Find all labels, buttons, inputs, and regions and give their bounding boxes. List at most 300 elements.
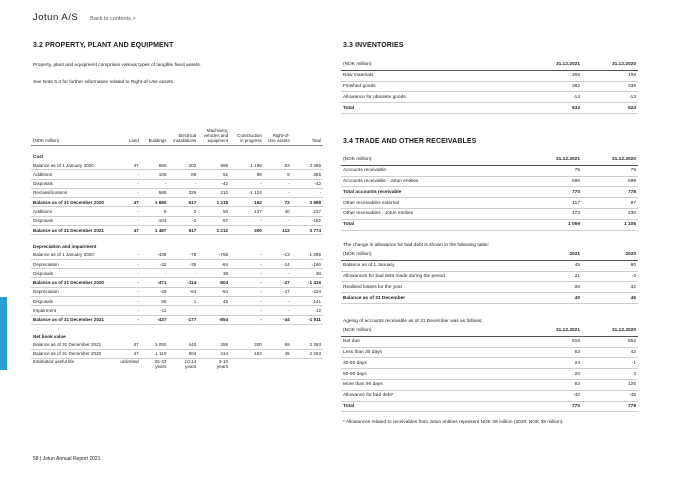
row-value: - <box>264 179 292 188</box>
row-value: 382 <box>526 81 582 92</box>
table-header-row <box>341 250 638 260</box>
row-value: 47 <box>118 198 140 207</box>
row-value: -32 <box>141 259 169 268</box>
row-value: 53 <box>526 347 582 358</box>
column-header: Right-of- Use assets <box>264 128 292 145</box>
row-value: - <box>264 216 292 225</box>
table-row <box>31 269 323 278</box>
row-value: -35 <box>168 259 198 268</box>
row-value: 778 <box>582 401 638 412</box>
column-header: Construction in progress <box>230 128 264 145</box>
row-value: 137 <box>230 207 264 216</box>
row-value: -3 <box>582 271 638 282</box>
row-label: Balance as of 31 December 2021 <box>31 225 118 234</box>
row-value: 237 <box>292 207 323 216</box>
row-value: 9 <box>141 207 169 216</box>
row-value: 1 580 <box>141 198 169 207</box>
row-value: 25-33 years <box>154 358 167 370</box>
row-label: Accounts receivable - Jotun entities <box>341 176 526 187</box>
row-label: 30-60 days <box>341 358 526 369</box>
row-value: -162 <box>292 216 323 225</box>
row-value: 173 <box>526 208 582 219</box>
row-value: 699 <box>582 176 638 187</box>
row-value: 47 <box>118 340 140 349</box>
row-value: 1 110 <box>141 349 169 358</box>
row-value: 45 <box>526 260 582 271</box>
table-row <box>341 271 638 282</box>
table-row <box>341 165 638 176</box>
row-label: Balance as of 1 January 2020 <box>31 161 118 170</box>
row-label: Balance as of 1 January <box>341 260 526 271</box>
row-label: Not due <box>341 336 526 347</box>
row-value: - <box>264 269 292 278</box>
row-value: - <box>230 179 264 188</box>
row-value: - <box>168 269 198 278</box>
row-value: -1 416 <box>292 278 323 287</box>
row-value: -14 <box>264 259 292 268</box>
table-row <box>341 369 638 380</box>
row-value: 300 <box>230 340 264 349</box>
row-value: 3-10 years <box>216 358 229 370</box>
table-header-row <box>341 155 638 165</box>
row-label: Reclassifications <box>31 188 118 197</box>
row-value: 3 774 <box>292 225 323 234</box>
row-value: 885 <box>141 161 169 170</box>
row-value: 617 <box>168 198 198 207</box>
row-value: -42 <box>198 179 230 188</box>
ppe-note-1: Property, plant and equipment comprises various types of tangible fixed assets. <box>33 63 202 68</box>
column-header: (NOK million) <box>341 250 526 260</box>
column-header: Total <box>292 128 323 145</box>
row-value: - <box>118 269 140 278</box>
row-label: Less than 30 days <box>341 347 526 358</box>
row-value: -57 <box>198 216 230 225</box>
row-value: - <box>230 259 264 268</box>
row-label: Allowances for bad debt made during the period <box>341 271 526 282</box>
row-value: -44 <box>264 315 292 324</box>
column-header: (NOK million) <box>341 155 526 165</box>
row-value: 633 <box>526 103 582 114</box>
row-value <box>230 358 264 369</box>
row-value: 80 <box>582 260 638 271</box>
row-label: Balance as of 31 December <box>341 293 526 304</box>
row-value: 695 <box>526 176 582 187</box>
table-row <box>31 145 323 161</box>
table-row <box>31 251 323 260</box>
table-row <box>341 81 638 92</box>
row-value: 617 <box>168 225 198 234</box>
row-label: Realised losses for the year <box>341 282 526 293</box>
row-value: 63 <box>264 161 292 170</box>
row-value: - <box>230 306 264 315</box>
table-row <box>31 179 323 188</box>
row-label: Finished goods <box>341 81 526 92</box>
row-label: Disposals <box>31 216 118 225</box>
row-value: 652 <box>582 336 638 347</box>
row-value: - <box>118 306 140 315</box>
table-row <box>341 401 638 412</box>
row-value: 162 <box>230 198 264 207</box>
row-label: Total <box>341 219 526 230</box>
table-row <box>341 282 638 293</box>
row-value: 89 <box>168 170 198 179</box>
row-label: Total <box>341 103 526 114</box>
row-value: - <box>230 216 264 225</box>
column-header: 31.12.2020 <box>582 60 638 70</box>
column-header: Machinery, vehicles and equipment <box>198 128 230 145</box>
back-to-contents-link[interactable]: Back to contents > <box>90 16 136 22</box>
row-value: -42 <box>292 179 323 188</box>
row-label: Disposals <box>31 179 118 188</box>
row-value: 1 199 <box>230 161 264 170</box>
row-value: -64 <box>168 287 198 296</box>
page-header <box>33 12 136 23</box>
row-label: Accounts receivable <box>341 165 526 176</box>
column-header: Land <box>118 128 140 145</box>
row-label: Balance as of 31 December 2020 <box>31 278 118 287</box>
table-row <box>31 278 323 287</box>
row-value: 69 <box>264 340 292 349</box>
row-label: Total accounts receivable <box>341 187 526 198</box>
row-value: -49 <box>141 287 169 296</box>
row-value: -758 <box>198 251 230 260</box>
table-row <box>31 235 323 251</box>
row-value: 355 <box>292 170 323 179</box>
ppe-table <box>31 128 323 369</box>
row-value: - <box>168 179 198 188</box>
row-value: 326 <box>168 188 198 197</box>
page-footer: 58 | Jotun Annual Report 2021 <box>33 456 101 462</box>
row-value: -13 <box>582 92 638 103</box>
column-header: 31.12.2021 <box>526 155 582 165</box>
row-value: 51 <box>198 170 230 179</box>
row-value: 38 <box>292 269 323 278</box>
table-row <box>31 287 323 296</box>
row-value: 1 487 <box>141 225 169 234</box>
row-value: -1 124 <box>230 188 264 197</box>
row-value: - <box>264 297 292 306</box>
row-value: 3 <box>582 369 638 380</box>
receivables-table <box>341 155 638 231</box>
row-value: 95 <box>141 297 169 306</box>
table-row <box>341 390 638 401</box>
receivables-footnote: * Allowances related to receivables from Jotun entities represent NOK 39 million (2020: NOK 39 million). <box>343 420 564 425</box>
row-label: Balance as of 31 December 2021 <box>31 340 118 349</box>
row-label: Estimated useful life <box>33 358 75 364</box>
row-label: Depreciation <box>31 259 118 268</box>
row-value: - <box>264 188 292 197</box>
row-value: 3 385 <box>292 161 323 170</box>
row-value: -2 <box>168 216 198 225</box>
row-value: - <box>141 269 169 278</box>
row-value: - <box>118 278 140 287</box>
column-header: 31.12.2020 <box>582 155 638 165</box>
column-header: (NOK million) <box>341 60 526 70</box>
table-row <box>31 161 323 170</box>
row-value: 198 <box>582 70 638 81</box>
row-value: 97 <box>582 198 638 209</box>
row-value: - <box>264 306 292 315</box>
row-value: 202 <box>168 161 198 170</box>
row-label: Raw materials <box>341 70 526 81</box>
sidebar-tab <box>0 297 7 370</box>
row-value: - <box>118 188 140 197</box>
row-label: Depreciation <box>31 287 118 296</box>
ageing-note: Ageing of accounts receivable as of 31 December was as follows: <box>343 319 483 324</box>
row-value: 588 <box>141 188 169 197</box>
table-header-row <box>31 128 323 145</box>
row-value: 3 698 <box>292 198 323 207</box>
row-value: - <box>118 287 140 296</box>
row-value: -84 <box>198 259 230 268</box>
table-row <box>341 219 638 230</box>
allowance-table <box>341 250 638 304</box>
row-value: 1 218 <box>198 198 230 207</box>
row-label: Balance as of 31 December 2020 <box>31 198 118 207</box>
row-value: 339 <box>582 81 638 92</box>
row-value: - <box>168 306 198 315</box>
table-row <box>341 176 638 187</box>
row-value: 10-14 years <box>184 358 197 370</box>
row-value: -26 <box>526 282 582 293</box>
row-value: 504 <box>168 349 198 358</box>
row-value: -13 <box>264 251 292 260</box>
column-header: (NOK million) <box>31 128 118 145</box>
row-label: Allowance for obsolete goods <box>341 92 526 103</box>
row-value: - <box>198 306 230 315</box>
table-row <box>341 347 638 358</box>
row-value: 1 212 <box>198 225 230 234</box>
row-label: Additions <box>31 170 118 179</box>
row-label: Other receivables - Jotun entities <box>341 208 526 219</box>
row-label: Disposals <box>31 297 118 306</box>
row-label: Impairment <box>31 306 118 315</box>
row-value: - <box>230 278 264 287</box>
row-value: - <box>141 179 169 188</box>
row-value: 2 <box>168 207 198 216</box>
row-value: -32 <box>582 282 638 293</box>
row-value: 21 <box>526 271 582 282</box>
row-label: Balance as of 31 December 2020 <box>31 349 118 358</box>
ppe-title: 3.2 PROPERTY, PLANT AND EQUIPMENT <box>33 42 174 49</box>
row-value: -804 <box>198 278 230 287</box>
row-value: - <box>118 259 140 268</box>
section-heading: Net book value <box>33 333 66 339</box>
row-value: -1 511 <box>292 315 323 324</box>
column-header: 31.12.2020 <box>582 326 638 336</box>
row-value: 440 <box>168 340 198 349</box>
row-value: 414 <box>198 349 230 358</box>
table-row <box>31 225 323 234</box>
inventories-title: 3.3 INVENTORIES <box>343 42 404 49</box>
row-label: Total <box>341 401 526 412</box>
row-value: -471 <box>141 278 169 287</box>
row-value: -114 <box>168 278 198 287</box>
table-header-row <box>341 60 638 70</box>
row-value: 2 283 <box>292 349 323 358</box>
logo: Jotun A/S <box>33 12 79 23</box>
row-value: -854 <box>198 315 230 324</box>
row-label: More than 90 days <box>341 379 526 390</box>
row-value: 24 <box>526 358 582 369</box>
column-header: 31.12.2021 <box>526 326 582 336</box>
row-value: - <box>118 315 140 324</box>
column-header: 2021 <box>526 250 582 260</box>
table-row <box>341 103 638 114</box>
row-value: - <box>230 287 264 296</box>
row-value: 265 <box>526 70 582 81</box>
table-row <box>31 188 323 197</box>
table-row <box>341 358 638 369</box>
row-value: -437 <box>141 315 169 324</box>
row-value: -166 <box>292 259 323 268</box>
row-value: 47 <box>118 349 140 358</box>
table-row <box>31 170 323 179</box>
row-value <box>264 358 292 369</box>
row-value: - <box>230 269 264 278</box>
row-value: 524 <box>582 103 638 114</box>
row-value: unlimited <box>120 358 139 364</box>
table-row <box>31 324 323 340</box>
row-value: 1 050 <box>141 340 169 349</box>
table-row <box>31 207 323 216</box>
table-row <box>341 208 638 219</box>
row-value: -1 288 <box>292 251 323 260</box>
row-value: 112 <box>264 225 292 234</box>
row-value: 1 105 <box>582 219 638 230</box>
row-value: - <box>118 297 140 306</box>
row-value: 618 <box>526 336 582 347</box>
row-value: -14 <box>526 92 582 103</box>
row-value: - <box>230 297 264 306</box>
row-value: 108 <box>141 170 169 179</box>
row-value <box>292 358 323 369</box>
row-value: 770 <box>526 187 582 198</box>
row-value: -224 <box>292 287 323 296</box>
section-heading: Cost <box>33 154 44 160</box>
row-value: - <box>118 170 140 179</box>
row-value: - <box>230 315 264 324</box>
row-value: -94 <box>198 287 230 296</box>
row-value: 230 <box>582 208 638 219</box>
table-row <box>31 198 323 207</box>
row-value: - <box>118 207 140 216</box>
column-header: Electrical installations <box>168 128 198 145</box>
row-value: 93 <box>526 379 582 390</box>
row-value: 358 <box>198 340 230 349</box>
table-row <box>341 379 638 390</box>
ageing-table <box>341 326 638 412</box>
table-row <box>31 259 323 268</box>
row-value: 72 <box>264 198 292 207</box>
table-row <box>31 349 323 358</box>
row-value: -45 <box>582 390 638 401</box>
row-value: 40 <box>526 293 582 304</box>
table-row <box>31 216 323 225</box>
row-value: 9 <box>264 170 292 179</box>
row-value: 778 <box>582 187 638 198</box>
row-value: 141 <box>292 297 323 306</box>
table-row <box>31 306 323 315</box>
row-value: - <box>118 216 140 225</box>
table-row <box>341 336 638 347</box>
row-label: Additions <box>31 207 118 216</box>
table-row <box>31 297 323 306</box>
row-value: 210 <box>198 188 230 197</box>
row-value: -177 <box>168 315 198 324</box>
row-value: 79 <box>582 165 638 176</box>
table-row <box>341 187 638 198</box>
table-row <box>341 260 638 271</box>
column-header: 31.12.2021 <box>526 60 582 70</box>
row-value: 163 <box>230 349 264 358</box>
column-header: 2020 <box>582 250 638 260</box>
row-value: 47 <box>118 225 140 234</box>
row-label: Allowance for bad debt* <box>341 390 526 401</box>
row-value: 45 <box>264 349 292 358</box>
row-value: -11 <box>141 306 169 315</box>
row-value: 300 <box>230 225 264 234</box>
row-value: - <box>292 188 323 197</box>
table-row <box>341 92 638 103</box>
row-value: -438 <box>141 251 169 260</box>
table-row <box>341 70 638 81</box>
row-value: -12 <box>292 306 323 315</box>
row-label: Balance as of 1 January 2020 <box>31 251 118 260</box>
row-value: -1 <box>582 358 638 369</box>
row-label: Other receivables external <box>341 198 526 209</box>
row-label: Disposals <box>31 269 118 278</box>
row-value: 42 <box>582 347 638 358</box>
row-value: 45 <box>198 297 230 306</box>
row-value: - <box>230 251 264 260</box>
row-value: - <box>118 251 140 260</box>
row-value: 45 <box>582 293 638 304</box>
row-value: 770 <box>526 401 582 412</box>
row-value: 999 <box>198 161 230 170</box>
row-value: 38 <box>198 269 230 278</box>
row-value: -27 <box>264 278 292 287</box>
row-value: 117 <box>526 198 582 209</box>
row-value: 1 059 <box>526 219 582 230</box>
column-header: Buildings <box>141 128 169 145</box>
table-row <box>31 315 323 324</box>
row-value: 20 <box>526 369 582 380</box>
table-row <box>31 340 323 349</box>
ppe-note-2: See Note 5.4 for further information related to Right-of-Use assets. <box>33 80 175 85</box>
row-label: Balance as of 31 December 2021 <box>31 315 118 324</box>
row-value: 40 <box>264 207 292 216</box>
row-value: 50 <box>198 207 230 216</box>
receivables-title: 3.4 TRADE AND OTHER RECEIVABLES <box>343 138 477 145</box>
row-value: 126 <box>582 379 638 390</box>
row-value: 2 263 <box>292 340 323 349</box>
row-value: -40 <box>526 390 582 401</box>
section-heading: Depreciation and impairment <box>33 243 97 249</box>
row-value: - <box>118 179 140 188</box>
allowance-note: The change in allowance for bad debt is shown in the following table: <box>343 243 490 248</box>
row-value: 75 <box>526 165 582 176</box>
table-row <box>341 198 638 209</box>
column-header: (NOK million) <box>341 326 526 336</box>
inventories-table <box>341 60 638 114</box>
row-value: 1 <box>168 297 198 306</box>
row-value: 98 <box>230 170 264 179</box>
row-label: 60-90 days <box>341 369 526 380</box>
row-value: -103 <box>141 216 169 225</box>
table-row <box>31 358 323 369</box>
row-value: 47 <box>118 161 140 170</box>
